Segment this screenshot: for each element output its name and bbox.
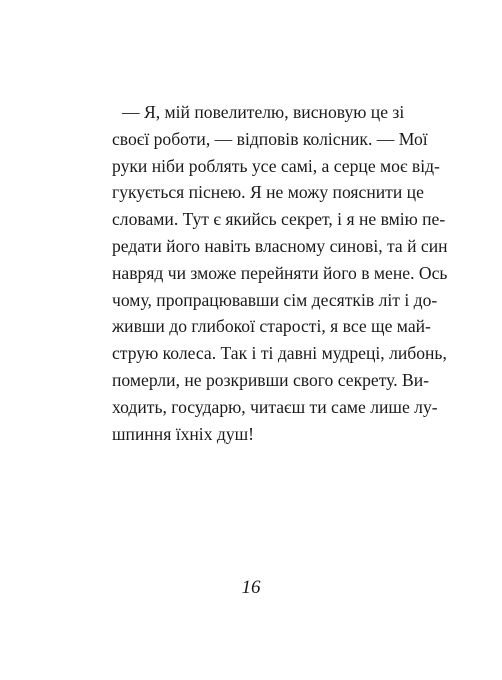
paragraph-line: ходить, государю, читаєш ти саме лише лу- (112, 396, 438, 417)
paragraph-line: померли, не розкривши свого секрету. Ви- (112, 369, 430, 390)
paragraph-line: навряд чи зможе перейняти його в мене. Ось (112, 262, 448, 283)
paragraph-line: гукується піснею. Я не можу пояснити це (112, 182, 424, 203)
paragraph-line: живши до глибокої старості, я все ще май- (112, 316, 431, 337)
page-number: 16 (241, 577, 261, 598)
paragraph-line: редати його навіть власному синові, та й син (112, 235, 448, 256)
paragraph-line: чому, пропрацювавши сім десятків літ і до- (112, 289, 438, 310)
paragraph-line: шпиння їхніх душ! (112, 423, 255, 444)
paragraph-line: руки ніби роблять усе самі, а серце моє від- (112, 155, 440, 176)
paragraph-line: своєї роботи, — відповів колісник. — Мої (112, 128, 428, 149)
paragraph-line: словами. Тут є якийсь секрет, і я не вмію пе- (112, 209, 446, 230)
paragraph-line: струю колеса. Так і ті давні мудреці, либонь, (112, 343, 447, 364)
paragraph (112, 99, 448, 447)
paragraph-line: — Я, мій повелителю, висновую це зі (122, 102, 405, 122)
